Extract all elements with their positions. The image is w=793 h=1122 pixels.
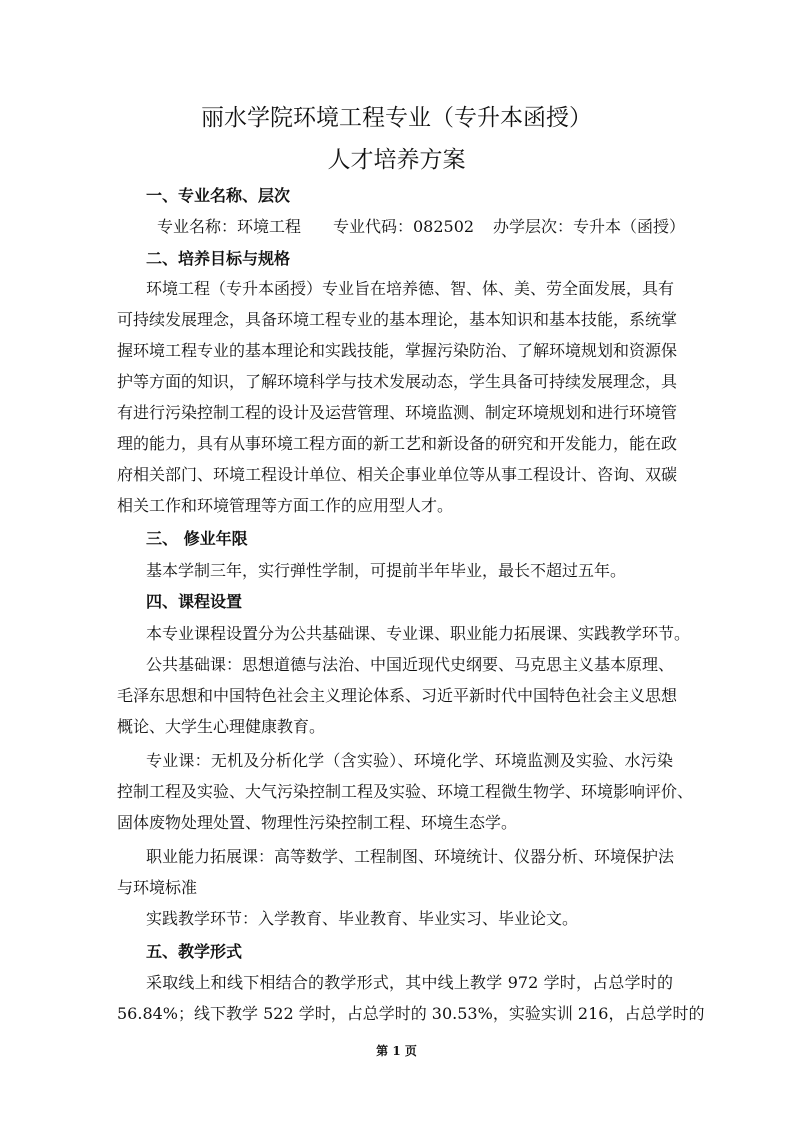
text-line: 相关工作和环境管理等方面工作的应用型人才。 xyxy=(117,496,454,515)
course-overview-paragraph xyxy=(117,618,691,649)
section-5-heading: 五、教学形式 xyxy=(146,942,243,961)
text-line: 职业能力拓展课：高等数学、工程制图、环境统计、仪器分析、环境保护法 xyxy=(146,847,675,866)
teaching-form-paragraph xyxy=(117,967,705,1029)
major-code: 专业代码：082502 xyxy=(333,217,475,236)
text-line: 固体废物处理处置、物理性污染控制工程、环境生态学。 xyxy=(117,813,518,832)
page-number: 第 1 页 xyxy=(376,1044,417,1058)
section-3-heading: 三、 修业年限 xyxy=(146,529,248,548)
section-4-heading: 四、课程设置 xyxy=(146,592,243,611)
text-line: 与环境标准 xyxy=(117,878,198,897)
text-line: 可持续发展理念，具备环境工程专业的基本理论，基本知识和基本技能，系统掌 xyxy=(117,310,678,329)
text-line: 握环境工程专业的基本理论和实践技能，掌握污染防治、了解环境规划和资源保 xyxy=(117,341,678,360)
section-1-heading: 一、专业名称、层次 xyxy=(146,186,291,205)
text-line: 本专业课程设置分为公共基础课、专业课、职业能力拓展课、实践教学环节。 xyxy=(146,624,691,643)
public-courses-paragraph xyxy=(117,649,678,742)
text-line: 有进行污染控制工程的设计及运营管理、环境监测、制定环境规划和进行环境管 xyxy=(117,403,678,422)
text-line: 56.84%；线下教学 522 学时，占总学时的 30.53%，实验实训 216，占总学时的 xyxy=(117,1004,705,1023)
study-duration-paragraph xyxy=(117,555,673,586)
text-line: 理的能力，具有从事环境工程方面的新工艺和新设备的研究和开发能力，能在政 xyxy=(117,434,678,453)
extension-courses-paragraph xyxy=(117,841,673,903)
text-line: 府相关部门、环境工程设计单位、相关企事业单位等从事工程设计、咨询、双碳 xyxy=(117,465,678,484)
text-line: 环境工程（专升本函授）专业旨在培养德、智、体、美、劳全面发展，具有 xyxy=(146,279,675,298)
training-goal-paragraph xyxy=(117,273,678,521)
text-line: 控制工程及实验、大气污染控制工程及实验、环境工程微生物学、环境影响评价、 xyxy=(117,782,694,801)
text-line: 毛泽东思想和中国特色社会主义理论体系、习近平新时代中国特色社会主义思想 xyxy=(117,686,678,705)
text-line: 护等方面的知识，了解环境科学与技术发展动态，学生具备可持续发展理念，具 xyxy=(117,372,678,391)
text-line: 概论、大学生心理健康教育。 xyxy=(117,717,326,736)
practice-paragraph xyxy=(117,903,673,934)
text-line: 实践教学环节：入学教育、毕业教育、毕业实习、毕业论文。 xyxy=(146,909,579,928)
major-courses-paragraph xyxy=(117,745,694,838)
text-line: 专业课：无机及分析化学（含实验）、环境化学、环境监测及实验、水污染 xyxy=(146,751,673,770)
text-line: 采取线上和线下相结合的教学形式，其中线上教学 972 学时，占总学时的 xyxy=(146,973,673,992)
text-line: 基本学制三年，实行弹性学制，可提前半年毕业，最长不超过五年。 xyxy=(146,561,627,580)
education-level: 办学层次：专升本（函授） xyxy=(493,217,686,236)
document-subtitle: 人才培养方案 xyxy=(327,147,466,173)
major-name: 专业名称：环境工程 xyxy=(157,217,302,236)
section-2-heading: 二、培养目标与规格 xyxy=(146,249,291,268)
text-line: 公共基础课：思想道德与法治、中国近现代史纲要、马克思主义基本原理、 xyxy=(146,655,675,674)
document-title: 丽水学院环境工程专业（专升本函授） xyxy=(201,105,592,131)
